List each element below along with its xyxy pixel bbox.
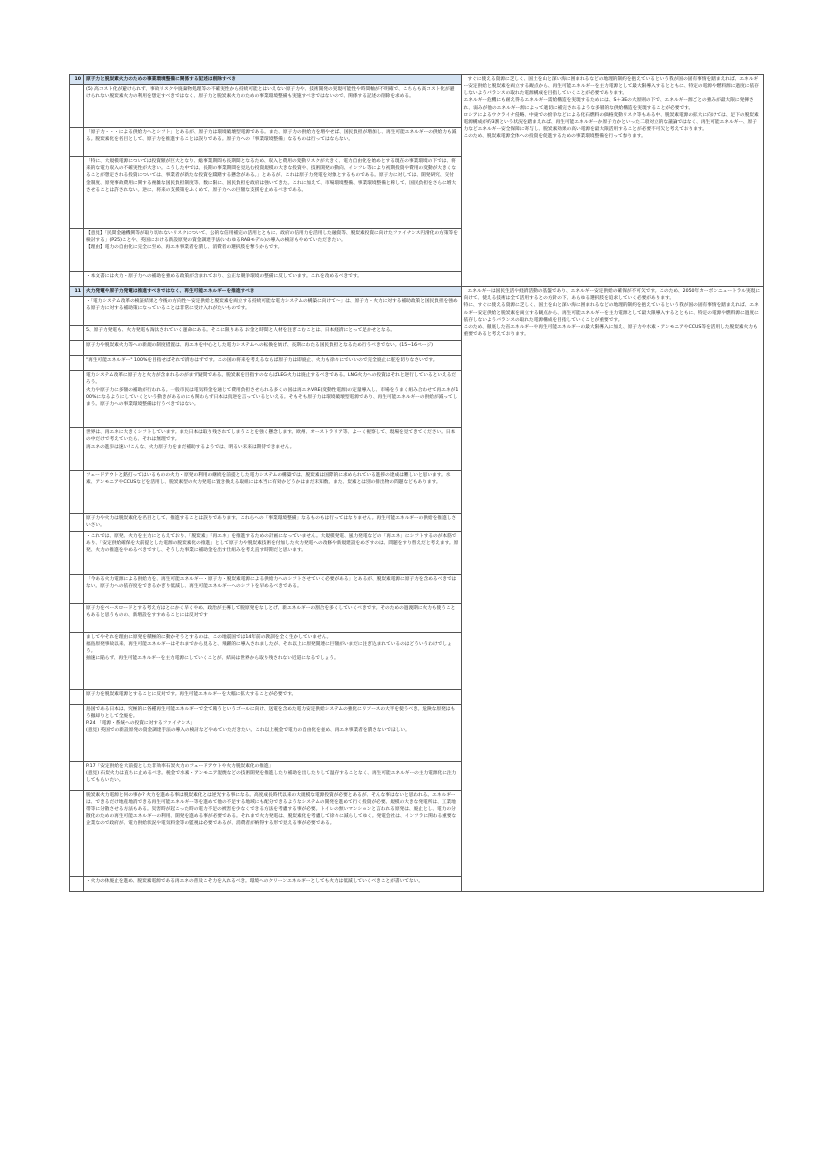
- opinion-cell: [84, 428, 462, 471]
- opinion-text: 世界は、再エネに大きくシフトしています。また日本は取り残されてしまうことを強く懸念します。欧州、オーストラリア等、よーく視察して、現場を見てきてください。日本の中だけで考えていたら、それは無理です。 再エネの進歩は速い!こんな、火力原子力をまだ補助するようでは、明るい未来は期待できません。: [86, 430, 456, 450]
- opinion-text: 原子力をベースロードとする考え方はとにかく早くやめ、政治が主導して脱原発をなしとげ、新エネルギーの割合を多くしていくべきです。そのための過渡期に火力も使うこともあると思うものの、新増設をすすめることには反対です: [86, 605, 456, 618]
- opinion-text: "再生可能エネルギー" 100%を目指せばそれで済むはずです。この国の将来を考えるならば原子力は即廃止、火力も徐々にでいいので完全廃止に舵を切りなさいです。: [86, 358, 438, 364]
- opinion-text: ・火力の休廃止を進め、脱炭素電源である再エネの普及こそ力を入れるべき。環境へのクリーンエネルギーとしても火力は低減していくべきことが書いてない。: [86, 878, 424, 884]
- opinion-number-cell: [70, 603, 84, 632]
- opinion-text: 島国である日本は、究極的に各種再生可能エネルギーで全て賄うというゴールに向け、送電を含めた電力安定供給システムの強化にリソースの大半を使うべき。危険な原発はもう撤却りとして全廃を。 P.24 「電源・系統への投資に対するファイナンス」 (意見) 英国での新設原発の資金調達手法の導入の検討などやめていただきたい。これ以上税金で電力の自由化を並め、再エネ事業者を潰さないでほしい。: [86, 706, 456, 734]
- opinion-text: P.17「安定供給を大前提とした非効率石炭火力のフェードアウトや火力脱炭素化の推進」 (意見) 石炭火力は直ちに止めるべき。税金で水素・アンモニア混焼などの技術開発を推進したり補助を出したりして温存することなく、再生可能エネルギーの主力電源化に注力してもらいたい。: [86, 763, 457, 783]
- opinion-cell: [84, 356, 462, 371]
- response-text: すぐに使える資源に乏しく、国土を山と深い海に囲まれるなどの地理的制約を抱えているという我が国の固有事情を踏まえれば、エネルギー安定供給と脱炭素を両立する観点から、再生可能エネルギーを主力電源として最大限導入するとともに、特定の電源や燃料源に過度に依存しないようバランスの取れた電源構成を目指していくことが必要であります。 エネルギー危機にも耐え得るエネルギー需給構造を実現するためには、S＋3Eの大原則の下で、エネルギー源ごとの強みが最大限に発揮され、弱みが他のエネルギー源によって適切に補完されるような多層的な供給構造を実現することが必要です。 ロシアによるウクライナ侵略、中東での紛争などによる化石燃料の価格変動リスク等もある中、脱炭素電源の拡大に向けては、足下の脱炭素電源構成が約3割という状況を踏まえれば、再生可能エネルギーか原子力かといった二項対立的な議論ではなく、再生可能エネルギー、原子力などエネルギー安全保障に寄与し、脱炭素効果の高い電源を最大限活用することが必要不可欠と考えております。 このため、脱炭素電源全体への投資を促進するための事業環境整備を行って参ります。: [463, 77, 759, 140]
- opinion-number-cell: [70, 297, 84, 326]
- opinion-number-cell: [70, 128, 84, 157]
- opinion-cell: [84, 471, 462, 514]
- section-number: 10: [70, 75, 84, 85]
- response-text: エネルギーは国民生活や経済活動の基盤であり、エネルギー安定供給の確保が不可欠です。このため、2050年カーボンニュートラル実現に向けて、使える技術は全て活用するとの方針の下、あらゆる選択肢を追求していく必要があります。 特に、すぐに使える資源に乏しく、国土を山と深い海に囲まれるなどの地理的制約を抱えているという我が国の固有事情を踏まえれば、エネルギー安定供給と脱炭素を両立する観点から、再生可能エネルギーを主力電源として最大限導入するとともに、特定の電源や燃料源に過度に依存しないようバランスの取れた電源構成を目指していくことが重要です。 このため、徹底した省エネルギーや再生可能エネルギーの最大限導入に加え、原子力や水素・アンモニアやCCUS等を活用した脱炭素火力も重要であると考えております。: [463, 289, 761, 338]
- opinion-number-cell: [70, 531, 84, 574]
- opinion-cell: [84, 574, 462, 603]
- opinion-cell: [84, 229, 462, 272]
- opinion-number-cell: [70, 356, 84, 371]
- opinion-cell: [84, 790, 462, 876]
- opinion-text: 原子力や脱炭素火力等への新規の制度措置は、再エネを中心とした電力システムへの転換を妨げ、長期にわたる国民負担となるため行うべきでない。(15−16ページ): [86, 343, 433, 349]
- opinion-number-cell: [70, 689, 84, 704]
- opinion-cell: [84, 297, 462, 326]
- opinion-cell: [84, 704, 462, 761]
- opinion-cell: [84, 531, 462, 574]
- opinion-text: フェードアウトと銘打ってはいるものの火力・原発の利用の継続を前提とした電力システムの構築では、脱炭素は国際的に求められている進捗の達成は難しいと思います。水素、アンモニアやCCUSなどを活用し、脱炭素型の火力発電に置き換える取組には本当に有効かどうかはまだ未知数、また、炭素とは別の排出物の問題などもあります。: [86, 473, 451, 486]
- opinion-number-cell: [70, 471, 84, 514]
- opinion-text: (5) 高コスト化が避けられず、事故リスクや廃棄物処理等の不確実性から持続可能とはいえない原子力や、技術開発の実現可能性や時間軸が不明確で、こちらも高コスト化が避けられない脱炭素火力の利用を想定すべきではなく、原子力と脱炭素火力のための事業環境整備も実施すべきではないので、関係する記述の削除を求める。: [86, 87, 455, 100]
- comment-response-sheet: [69, 74, 764, 892]
- opinion-text: 「特に、大規模電源については投資額が巨大となり、総事業期間も長期間となるため、収入と費用の変動リスクが大きく、電力自由化を始めとする現在の事業環境の下では、将来的な電力収入の不確実性が大きい。こうした中では、長期の事業期間を見込む投資規模の大きな投資や、技術開発の動向、インフレ等により初期投資や費用の変動が大きくなることが想定される投資については、事業者が新たな投資を躊躇する懸念がある。」とあるが、これは原子力発電を対象とするものである。原子力に対しては、開発研究、交付金制度、原発事故費用に関する複雑な国民負担制度等、数に限に、国民負担を政府は強いてきた。これに加えて、市場環境整備、事業環境整備と称して、国民負担をさらに増大させることは許されない。逆に、将来の支援策をふくめて、原子力への巨額な支援を止めるべきである。: [86, 159, 457, 193]
- response-cell: [461, 75, 763, 287]
- opinion-number-cell: [70, 272, 84, 287]
- opinion-text: 【意見】「民間金融機関等が取り切れないリスクについて、公的な信用補完の活用とともに、政府の信用力を活用した融資等、脱炭素投資に向けたファイナンス円滑化の方策等を検討する」(P25)ことや、英国における新設原発の資金調達手法(いわゆるRABモデル)の導入の検討もやめていただきたい。 【理由】電力の自由化に完全に至め、再エネ事業者を潰し、消費者の選択肢を奪うからです。: [86, 231, 458, 251]
- opinion-number-cell: [70, 157, 84, 229]
- opinion-text: 「原子力・・・による供給力へとシフト」とあるが、原子力は環境破壊型電源である。また、原子力の供給力を増やせば、国民負担が増加し、再生可能エネルギーの供給力も減る。脱炭素化を名目として、原子力を推進することは誤りである。原子力への「事業環境整備」なるものは行ってはならない。: [86, 130, 457, 143]
- opinion-text: ・本文書には火力・原子力への補助を強める政策が含まれており、公正な競争環境の整備に反しています。これを改めるべきです。: [86, 274, 362, 280]
- opinion-cell: [84, 157, 462, 229]
- opinion-number-cell: [70, 790, 84, 876]
- section-title: 原子力と脱炭素火力のための事業環境整備に関係する記述は削除すべき: [84, 75, 462, 85]
- opinion-number-cell: [70, 514, 84, 531]
- section-title: 火力発電や原子力発電は推進すべきではなく、再生可能エネルギーを推進すべき: [84, 287, 462, 297]
- opinion-cell: [84, 603, 462, 632]
- opinion-text: 原子力や火力は脱炭素化を名目として、推進することは誤りであります。これらへの「事業環境整備」なるものもは行ってはなりません。再生可能エネルギーの供給を推進しさいさい。: [86, 516, 457, 529]
- response-cell: [461, 287, 763, 891]
- opinion-text: ・これでは、原発、火力を主力にとらえており、「脱炭素」「再エネ」を推進するための計画になっていません。大規模発電、風力発電などの「再エネ」にシフトするのが本筋であり、「安定供給確保を大前提とした電源の脱炭素化の推進」として原子力や脱炭素技術を付加した火力発電への改修や新規建設をめざすのは、問題をすり替えだと考えます。原発、火力の推進をやめるべきですし、そうした事業に補助金を出す仕組みを考え直す時期だと思います。: [86, 533, 459, 553]
- opinion-text: 電力システム改革に原子力と火力が含まれるのがまず疑問である。脱炭素を目指すのならばLEG火力は廃止するべきである。LNG火力への投資はそれと逆行しているといえるだろう。 火力や原子力に多額の補助が行われる。一般市民は電気料金を通じて費用負担させられる多くの国は再エネVRE(変動性電源)の定量導入し、市場をうまく組み合わせて再エネが100%になるようにしていくという動きがあるのにも関わらず日本は真逆を言っているといえる。そもそも原子力は環境破壊型電源であり、再生可能エネルギーの供給が減ってしまう。原子力への事業環境整備は行うべきではない。: [86, 373, 459, 407]
- opinion-cell: [84, 689, 462, 704]
- opinion-number-cell: [70, 371, 84, 428]
- opinion-cell: [84, 272, 462, 287]
- opinion-number-cell: [70, 574, 84, 603]
- opinion-cell: [84, 876, 462, 891]
- section-number: 11: [70, 287, 84, 297]
- opinion-cell: [84, 128, 462, 157]
- opinion-number-cell: [70, 326, 84, 341]
- opinion-number-cell: [70, 229, 84, 272]
- opinion-number-cell: [70, 704, 84, 761]
- section-header-row: [70, 287, 764, 297]
- opinion-cell: [84, 761, 462, 790]
- opinion-number-cell: [70, 761, 84, 790]
- opinion-text: 脱炭素火力電源と何の事か? 火力を進める事は脱炭素化とは逆光する事になる。高度成長時代以来の大規模な電源投資が必要とあるが、そんな事はないと思われる。エネルギーは、できるだけ地産地消できる再生可能エネルギー等を進めて他の不足する地域にも配分できるようなシステムの開発を進めて行く投資が必要。規模の大きな発電所は、工業地帯等に分散させる方法もある。災害時が起こった時の電力不足の被害を少なくできる方法を考慮する事が必要。トイレの無いマンションと言われる原発は、廃止とし、電力の分散化のための再生可能エネルギーの利用、開発を進める事が必要である。それまで火力発電は、脱炭素化を考慮して徐々に減らしてゆく。発電会社は、インフラに関わる重要な企業なので政府が、電力供給状況や電気料金等の監視は必要であるが、消費者が納得する形で見える事が必要である。: [86, 792, 457, 827]
- opinion-text: 5、原子力発電も、火力発電も淘汰されていく運命にある。そこに限りある お金と時間と人材を注ぎこむことは、日本経済にとって足かせとなる。: [86, 328, 396, 334]
- opinion-cell: [84, 371, 462, 428]
- comment-table-body: [70, 75, 764, 892]
- opinion-text: ・「電力システム改革の検証結果と今後の方向性〜安定供給と脱炭素を両立する持続可能な電力システムの構築に向けて〜」は、原子力・火力に対する補助政策と国民負担を強める原子力に対する補助策になっていることは非常に受け入れがたいものです。: [86, 299, 458, 312]
- opinion-number-cell: [70, 876, 84, 891]
- opinion-text: 原子力を脱炭素電源とすることに反対です。再生可能エネルギーを大幅に拡大することが必要です。: [86, 691, 297, 697]
- opinion-number-cell: [70, 428, 84, 471]
- opinion-cell: [84, 341, 462, 356]
- opinion-number-cell: [70, 632, 84, 689]
- opinion-cell: [84, 632, 462, 689]
- opinion-text: 「今ある火力電源による供給力を、再生可能エネルギー・原子力・脱炭素電源による供給力へのシフトさせていく必要がある」とあるが、脱炭素電源に原子力を含めるべきではない。原子力への依存度をできるかぎり低減し、再生可能エネルギーへのシフトを早めるべきである。: [86, 576, 457, 589]
- opinion-cell: [84, 514, 462, 531]
- opinion-text: ましてやそれを理由に原発を積極的に動かそうとするのは、この地震国では14年前の教訓を全く生かしていません。 福島原発事故以来、再生可能エネルギーはそれまでから見ると、飛躍的に導入されましたが、それ以上に原発開連に巨額がいまだに注ぎ込まれているのはどういうわけでしょう。 抽速に陥らず、再生可能エネルギーを主力電源にしていくことが、結局は世界から取り残されない近道になるでしょう。: [86, 634, 452, 662]
- opinion-number-cell: [70, 341, 84, 356]
- comment-table: [69, 74, 764, 892]
- opinion-cell: [84, 326, 462, 341]
- opinion-cell: [84, 85, 462, 128]
- section-header-row: [70, 75, 764, 85]
- opinion-number-cell: [70, 85, 84, 128]
